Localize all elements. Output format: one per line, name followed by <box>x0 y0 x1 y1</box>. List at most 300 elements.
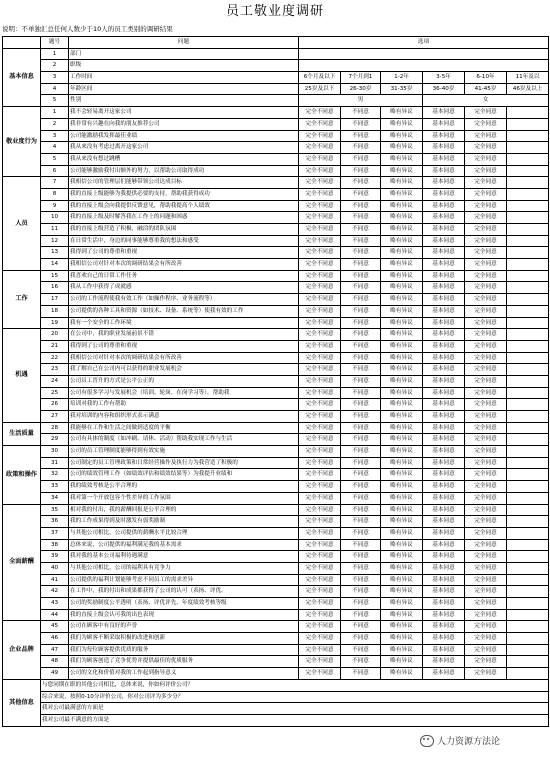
scale-option[interactable]: 不同意 <box>341 457 381 469</box>
scale-option[interactable]: 完全同意 <box>465 375 507 387</box>
scale-option[interactable]: 不同意 <box>341 107 381 119</box>
scale-option[interactable]: 完全同意 <box>465 305 507 317</box>
scale-option[interactable]: 不同意 <box>341 504 381 516</box>
scale-option[interactable]: 完全同意 <box>465 539 507 551</box>
scale-option[interactable]: 略有异议 <box>381 259 423 271</box>
scale-option[interactable]: 完全不同意 <box>299 422 341 434</box>
scale-option[interactable]: 略有异议 <box>381 177 423 189</box>
scale-option[interactable]: 基本同意 <box>423 446 465 458</box>
scale-option[interactable]: 完全不同意 <box>299 200 341 212</box>
scale-option[interactable]: 基本同意 <box>423 294 465 306</box>
scale-option[interactable]: 完全不同意 <box>299 399 341 411</box>
scale-option[interactable]: 完全同意 <box>465 317 507 329</box>
scale-option[interactable]: 基本同意 <box>423 118 465 130</box>
empty-cell <box>507 282 549 294</box>
scale-option[interactable]: 完全同意 <box>465 598 507 610</box>
table-row <box>3 679 549 691</box>
scale-option[interactable]: 完全不同意 <box>299 270 341 282</box>
scale-option[interactable]: 完全不同意 <box>299 656 341 668</box>
scale-option[interactable]: 基本同意 <box>423 305 465 317</box>
scale-option[interactable]: 完全不同意 <box>299 235 341 247</box>
scale-option[interactable]: 略有异议 <box>381 317 423 329</box>
option-cell[interactable]: 6个月及以下 <box>299 72 341 84</box>
scale-option[interactable]: 基本同意 <box>423 200 465 212</box>
option-cell[interactable]: 41-45岁 <box>465 83 507 95</box>
scale-option[interactable]: 基本同意 <box>423 282 465 294</box>
scale-option[interactable]: 完全不同意 <box>299 247 341 259</box>
scale-option[interactable]: 略有异议 <box>381 586 423 598</box>
scale-option[interactable]: 基本同意 <box>423 656 465 668</box>
scale-option[interactable]: 完全不同意 <box>299 224 341 236</box>
scale-option[interactable]: 不同意 <box>341 598 381 610</box>
scale-option[interactable]: 略有异议 <box>381 668 423 680</box>
scale-option[interactable]: 略有异议 <box>381 224 423 236</box>
scale-option[interactable]: 基本同意 <box>423 224 465 236</box>
scale-option[interactable]: 不同意 <box>341 200 381 212</box>
scale-option[interactable]: 完全同意 <box>465 481 507 493</box>
scale-option[interactable]: 略有异议 <box>381 399 423 411</box>
scale-option[interactable]: 不同意 <box>341 118 381 130</box>
scale-option[interactable]: 完全同意 <box>465 188 507 200</box>
scale-option[interactable]: 完全不同意 <box>299 364 341 376</box>
scale-option[interactable]: 基本同意 <box>423 481 465 493</box>
scale-option[interactable]: 略有异议 <box>381 644 423 656</box>
scale-option[interactable]: 不同意 <box>341 469 381 481</box>
question-number: 34 <box>41 492 69 504</box>
scale-option[interactable]: 完全同意 <box>465 352 507 364</box>
scale-option[interactable]: 完全不同意 <box>299 633 341 645</box>
answer-cell[interactable] <box>299 48 549 60</box>
scale-option[interactable]: 完全不同意 <box>299 107 341 119</box>
scale-option[interactable]: 略有异议 <box>381 621 423 633</box>
scale-option[interactable]: 完全不同意 <box>299 294 341 306</box>
scale-option[interactable]: 完全同意 <box>465 177 507 189</box>
empty-cell <box>507 200 549 212</box>
scale-option[interactable]: 完全同意 <box>465 656 507 668</box>
scale-option[interactable]: 基本同意 <box>423 399 465 411</box>
scale-option[interactable]: 不同意 <box>341 224 381 236</box>
scale-option[interactable]: 完全不同意 <box>299 668 341 680</box>
scale-option[interactable]: 不同意 <box>341 399 381 411</box>
scale-option[interactable]: 基本同意 <box>423 188 465 200</box>
scale-option[interactable]: 不同意 <box>341 621 381 633</box>
question-text: 公司的工作流程使我有效工作（如操作程序、业务流程等） <box>69 294 299 306</box>
scale-option[interactable]: 完全同意 <box>465 247 507 259</box>
scale-option[interactable]: 完全同意 <box>465 142 507 154</box>
scale-option[interactable]: 完全同意 <box>465 340 507 352</box>
scale-option[interactable]: 不同意 <box>341 446 381 458</box>
scale-option[interactable]: 完全同意 <box>465 457 507 469</box>
scale-option[interactable]: 完全不同意 <box>299 551 341 563</box>
scale-option[interactable]: 略有异议 <box>381 492 423 504</box>
watermark <box>420 734 500 747</box>
option-cell[interactable]: 7个月到1 <box>341 72 381 84</box>
scale-option[interactable]: 完全同意 <box>465 446 507 458</box>
scale-option[interactable]: 完全不同意 <box>299 165 341 177</box>
scale-option[interactable]: 基本同意 <box>423 516 465 528</box>
scale-option[interactable]: 完全同意 <box>465 621 507 633</box>
scale-option[interactable]: 略有异议 <box>381 516 423 528</box>
option-cell[interactable]: 1-2年 <box>381 72 423 84</box>
scale-option[interactable]: 不同意 <box>341 481 381 493</box>
scale-option[interactable]: 不同意 <box>341 177 381 189</box>
scale-option[interactable]: 完全同意 <box>465 609 507 621</box>
scale-option[interactable]: 基本同意 <box>423 387 465 399</box>
scale-option[interactable]: 完全同意 <box>465 644 507 656</box>
scale-option[interactable]: 基本同意 <box>423 551 465 563</box>
scale-option[interactable]: 略有异议 <box>381 551 423 563</box>
scale-option[interactable]: 基本同意 <box>423 165 465 177</box>
scale-option[interactable]: 基本同意 <box>423 130 465 142</box>
scale-option[interactable]: 完全不同意 <box>299 130 341 142</box>
question-number: 33 <box>41 481 69 493</box>
scale-option[interactable]: 完全不同意 <box>299 142 341 154</box>
option-cell[interactable]: 11年及以 <box>507 72 549 84</box>
scale-option[interactable]: 完全不同意 <box>299 562 341 574</box>
scale-option[interactable]: 基本同意 <box>423 562 465 574</box>
scale-option[interactable]: 完全不同意 <box>299 434 341 446</box>
scale-option[interactable]: 不同意 <box>341 668 381 680</box>
table-row <box>3 60 549 72</box>
scale-option[interactable]: 略有异议 <box>381 562 423 574</box>
question-text: 我们为顾客创造了竞争优势并提供最佳的优质服务 <box>69 656 299 668</box>
scale-option[interactable]: 基本同意 <box>423 411 465 423</box>
scale-option[interactable]: 完全不同意 <box>299 481 341 493</box>
question-number: 46 <box>41 633 69 645</box>
option-cell[interactable]: 25岁及以下 <box>299 83 341 95</box>
scale-option[interactable]: 完全同意 <box>465 492 507 504</box>
scale-option[interactable]: 基本同意 <box>423 574 465 586</box>
scale-option[interactable]: 基本同意 <box>423 527 465 539</box>
scale-option[interactable]: 略有异议 <box>381 282 423 294</box>
scale-option[interactable]: 不同意 <box>341 153 381 165</box>
scale-option[interactable]: 基本同意 <box>423 107 465 119</box>
scale-option[interactable]: 完全不同意 <box>299 118 341 130</box>
scale-option[interactable]: 完全同意 <box>465 411 507 423</box>
scale-option[interactable]: 不同意 <box>341 305 381 317</box>
scale-option[interactable]: 不同意 <box>341 340 381 352</box>
scale-option[interactable]: 略有异议 <box>381 446 423 458</box>
scale-option[interactable]: 完全同意 <box>465 235 507 247</box>
scale-option[interactable]: 完全不同意 <box>299 177 341 189</box>
scale-option[interactable]: 完全不同意 <box>299 598 341 610</box>
scale-option[interactable]: 基本同意 <box>423 259 465 271</box>
option-cell[interactable]: 6-10年 <box>465 72 507 84</box>
question-text: 我有一个安全的工作环境 <box>69 317 299 329</box>
scale-option[interactable]: 略有异议 <box>381 142 423 154</box>
scale-option[interactable]: 完全不同意 <box>299 340 341 352</box>
scale-option[interactable]: 完全不同意 <box>299 504 341 516</box>
scale-option[interactable]: 基本同意 <box>423 375 465 387</box>
scale-option[interactable]: 完全同意 <box>465 551 507 563</box>
table-row <box>3 83 549 95</box>
scale-option[interactable]: 完全不同意 <box>299 621 341 633</box>
scale-option[interactable]: 完全不同意 <box>299 153 341 165</box>
scale-option[interactable]: 略有异议 <box>381 364 423 376</box>
scale-option[interactable]: 完全不同意 <box>299 188 341 200</box>
option-cell[interactable]: 26-30岁 <box>341 83 381 95</box>
scale-option[interactable]: 基本同意 <box>423 177 465 189</box>
scale-option[interactable]: 完全不同意 <box>299 457 341 469</box>
scale-option[interactable]: 略有异议 <box>381 329 423 341</box>
empty-cell <box>507 270 549 282</box>
scale-option[interactable]: 完全同意 <box>465 212 507 224</box>
scale-option[interactable]: 基本同意 <box>423 247 465 259</box>
scale-option[interactable]: 完全同意 <box>465 504 507 516</box>
scale-option[interactable]: 不同意 <box>341 235 381 247</box>
scale-option[interactable]: 完全同意 <box>465 364 507 376</box>
scale-option[interactable]: 完全同意 <box>465 574 507 586</box>
scale-option[interactable]: 完全同意 <box>465 294 507 306</box>
scale-option[interactable]: 基本同意 <box>423 609 465 621</box>
scale-option[interactable]: 完全不同意 <box>299 352 341 364</box>
scale-option[interactable]: 略有异议 <box>381 609 423 621</box>
scale-option[interactable]: 基本同意 <box>423 457 465 469</box>
table-row <box>3 188 549 200</box>
scale-option[interactable]: 不同意 <box>341 387 381 399</box>
scale-option[interactable]: 略有异议 <box>381 340 423 352</box>
scale-option[interactable]: 略有异议 <box>381 165 423 177</box>
scale-option[interactable]: 完全不同意 <box>299 317 341 329</box>
question-number: 28 <box>41 422 69 434</box>
scale-option[interactable]: 基本同意 <box>423 434 465 446</box>
scale-option[interactable]: 完全不同意 <box>299 375 341 387</box>
scale-option[interactable]: 不同意 <box>341 609 381 621</box>
scale-option[interactable]: 完全同意 <box>465 668 507 680</box>
scale-option[interactable]: 不同意 <box>341 411 381 423</box>
scale-option[interactable]: 不同意 <box>341 375 381 387</box>
scale-option[interactable]: 基本同意 <box>423 352 465 364</box>
scale-option[interactable]: 不同意 <box>341 212 381 224</box>
scale-option[interactable]: 不同意 <box>341 644 381 656</box>
scale-option[interactable]: 完全同意 <box>465 130 507 142</box>
scale-option[interactable]: 略有异议 <box>381 504 423 516</box>
scale-option[interactable]: 略有异议 <box>381 422 423 434</box>
option-cell[interactable]: 31-35岁 <box>381 83 423 95</box>
scale-option[interactable]: 略有异议 <box>381 387 423 399</box>
scale-option[interactable]: 略有异议 <box>381 270 423 282</box>
scale-option[interactable]: 不同意 <box>341 516 381 528</box>
scale-option[interactable]: 完全同意 <box>465 469 507 481</box>
empty-cell <box>507 247 549 259</box>
scale-option[interactable]: 略有异议 <box>381 481 423 493</box>
question-text: 我们为顾客不断采取积极的改进和创新 <box>69 633 299 645</box>
scale-option[interactable]: 完全不同意 <box>299 527 341 539</box>
scale-option[interactable]: 完全同意 <box>465 633 507 645</box>
option-cell[interactable]: 3-5年 <box>423 72 465 84</box>
scale-option[interactable]: 基本同意 <box>423 633 465 645</box>
table-row <box>3 481 549 493</box>
scale-option[interactable]: 略有异议 <box>381 434 423 446</box>
empty-cell <box>507 527 549 539</box>
scale-option[interactable]: 完全不同意 <box>299 282 341 294</box>
scale-option[interactable]: 完全不同意 <box>299 609 341 621</box>
scale-option[interactable]: 完全同意 <box>465 259 507 271</box>
gender-female[interactable]: 女 <box>423 95 549 107</box>
scale-option[interactable]: 略有异议 <box>381 469 423 481</box>
scale-option[interactable]: 基本同意 <box>423 422 465 434</box>
option-cell[interactable]: 46岁及以上 <box>507 83 549 95</box>
scale-option[interactable]: 基本同意 <box>423 586 465 598</box>
scale-option[interactable]: 略有异议 <box>381 457 423 469</box>
scale-option[interactable]: 完全同意 <box>465 329 507 341</box>
scale-option[interactable]: 略有异议 <box>381 598 423 610</box>
scale-option[interactable]: 基本同意 <box>423 153 465 165</box>
scale-option[interactable]: 完全同意 <box>465 586 507 598</box>
empty-cell <box>507 621 549 633</box>
row-label: 年龄区间 <box>69 83 299 95</box>
scale-option[interactable]: 不同意 <box>341 364 381 376</box>
scale-option[interactable]: 完全同意 <box>465 224 507 236</box>
scale-option[interactable]: 完全同意 <box>465 282 507 294</box>
answer-cell[interactable] <box>299 60 549 72</box>
open-question[interactable]: 我对公司最不满意的方面是 <box>41 714 549 726</box>
scale-option[interactable]: 不同意 <box>341 434 381 446</box>
scale-option[interactable]: 完全同意 <box>465 107 507 119</box>
scale-option[interactable]: 略有异议 <box>381 574 423 586</box>
scale-option[interactable]: 略有异议 <box>381 527 423 539</box>
table-row <box>3 621 549 633</box>
scale-option[interactable]: 不同意 <box>341 270 381 282</box>
scale-option[interactable]: 完全不同意 <box>299 446 341 458</box>
scale-option[interactable]: 基本同意 <box>423 469 465 481</box>
scale-option[interactable]: 不同意 <box>341 527 381 539</box>
scale-option[interactable]: 不同意 <box>341 294 381 306</box>
scale-option[interactable]: 不同意 <box>341 562 381 574</box>
scale-option[interactable]: 略有异议 <box>381 411 423 423</box>
scale-option[interactable]: 完全不同意 <box>299 574 341 586</box>
scale-option[interactable]: 略有异议 <box>381 305 423 317</box>
scale-option[interactable]: 完全同意 <box>465 562 507 574</box>
scale-option[interactable]: 略有异议 <box>381 247 423 259</box>
scale-option[interactable]: 基本同意 <box>423 539 465 551</box>
scale-option[interactable]: 完全不同意 <box>299 516 341 528</box>
scale-option[interactable]: 基本同意 <box>423 235 465 247</box>
scale-option[interactable]: 不同意 <box>341 247 381 259</box>
question-number: 13 <box>41 247 69 259</box>
scale-option[interactable]: 不同意 <box>341 329 381 341</box>
scale-option[interactable]: 略有异议 <box>381 212 423 224</box>
scale-option[interactable]: 不同意 <box>341 422 381 434</box>
scale-option[interactable]: 基本同意 <box>423 329 465 341</box>
scale-option[interactable]: 不同意 <box>341 352 381 364</box>
scale-option[interactable]: 不同意 <box>341 492 381 504</box>
scale-option[interactable]: 不同意 <box>341 130 381 142</box>
scale-option[interactable]: 完全不同意 <box>299 644 341 656</box>
scale-option[interactable]: 基本同意 <box>423 212 465 224</box>
scale-option[interactable]: 完全不同意 <box>299 539 341 551</box>
gender-male[interactable]: 男 <box>299 95 423 107</box>
category-label: 企业品牌 <box>3 621 41 679</box>
scale-option[interactable]: 基本同意 <box>423 317 465 329</box>
scale-option[interactable]: 不同意 <box>341 259 381 271</box>
scale-option[interactable]: 不同意 <box>341 282 381 294</box>
scale-option[interactable]: 略有异议 <box>381 235 423 247</box>
scale-option[interactable]: 略有异议 <box>381 294 423 306</box>
empty-cell <box>507 469 549 481</box>
scale-option[interactable]: 不同意 <box>341 188 381 200</box>
scale-option[interactable]: 完全同意 <box>465 516 507 528</box>
scale-option[interactable]: 不同意 <box>341 317 381 329</box>
scale-option[interactable]: 略有异议 <box>381 539 423 551</box>
scale-option[interactable]: 不同意 <box>341 165 381 177</box>
scale-option[interactable]: 完全同意 <box>465 422 507 434</box>
scale-option[interactable]: 基本同意 <box>423 644 465 656</box>
scale-option[interactable]: 略有异议 <box>381 352 423 364</box>
table-row <box>3 270 549 282</box>
scale-option[interactable]: 完全不同意 <box>299 492 341 504</box>
scale-option[interactable]: 完全不同意 <box>299 212 341 224</box>
open-question[interactable]: 综合来说，按照0-10分评价公司，你对公司评为多少分？ <box>41 691 549 703</box>
table-row <box>3 516 549 528</box>
open-question[interactable]: 与您同期在职的其他公司相比，总体来说，你如何评价公司？ <box>41 679 549 691</box>
scale-option[interactable]: 基本同意 <box>423 621 465 633</box>
empty-cell <box>507 633 549 645</box>
empty-cell <box>507 212 549 224</box>
scale-option[interactable]: 略有异议 <box>381 118 423 130</box>
scale-option[interactable]: 完全同意 <box>465 527 507 539</box>
scale-option[interactable]: 基本同意 <box>423 492 465 504</box>
scale-option[interactable]: 略有异议 <box>381 130 423 142</box>
scale-option[interactable]: 不同意 <box>341 586 381 598</box>
scale-option[interactable]: 完全同意 <box>465 434 507 446</box>
scale-option[interactable]: 略有异议 <box>381 153 423 165</box>
question-text: 我们为每位顾客提供优质的服务 <box>69 644 299 656</box>
scale-option[interactable]: 完全不同意 <box>299 259 341 271</box>
scale-option[interactable]: 基本同意 <box>423 142 465 154</box>
empty-cell <box>507 387 549 399</box>
scale-option[interactable]: 完全同意 <box>465 200 507 212</box>
scale-option[interactable]: 完全同意 <box>465 399 507 411</box>
scale-option[interactable]: 完全同意 <box>465 270 507 282</box>
scale-option[interactable]: 不同意 <box>341 574 381 586</box>
scale-option[interactable]: 略有异议 <box>381 633 423 645</box>
scale-option[interactable]: 完全同意 <box>465 387 507 399</box>
open-question[interactable]: 我对公司最满意的方面是 <box>41 703 549 715</box>
scale-option[interactable]: 不同意 <box>341 539 381 551</box>
scale-option[interactable]: 略有异议 <box>381 375 423 387</box>
table-row <box>3 130 549 142</box>
scale-option[interactable]: 略有异议 <box>381 656 423 668</box>
scale-option[interactable]: 基本同意 <box>423 340 465 352</box>
scale-option[interactable]: 略有异议 <box>381 200 423 212</box>
question-number: 45 <box>41 621 69 633</box>
empty-cell <box>507 504 549 516</box>
scale-option[interactable]: 基本同意 <box>423 504 465 516</box>
scale-option[interactable]: 不同意 <box>341 633 381 645</box>
scale-option[interactable]: 完全同意 <box>465 153 507 165</box>
scale-option[interactable]: 完全同意 <box>465 118 507 130</box>
scale-option[interactable]: 完全不同意 <box>299 586 341 598</box>
scale-option[interactable]: 略有异议 <box>381 107 423 119</box>
scale-option[interactable]: 完全同意 <box>465 165 507 177</box>
scale-option[interactable]: 完全不同意 <box>299 411 341 423</box>
scale-option[interactable]: 完全不同意 <box>299 387 341 399</box>
scale-option[interactable]: 完全不同意 <box>299 469 341 481</box>
table-row <box>3 446 549 458</box>
scale-option[interactable]: 完全不同意 <box>299 329 341 341</box>
scale-option[interactable]: 基本同意 <box>423 668 465 680</box>
scale-option[interactable]: 基本同意 <box>423 598 465 610</box>
scale-option[interactable]: 基本同意 <box>423 364 465 376</box>
option-cell[interactable]: 36-40岁 <box>423 83 465 95</box>
scale-option[interactable]: 不同意 <box>341 551 381 563</box>
scale-option[interactable]: 不同意 <box>341 142 381 154</box>
scale-option[interactable]: 略有异议 <box>381 188 423 200</box>
scale-option[interactable]: 完全不同意 <box>299 305 341 317</box>
scale-option[interactable]: 不同意 <box>341 656 381 668</box>
scale-option[interactable]: 基本同意 <box>423 270 465 282</box>
